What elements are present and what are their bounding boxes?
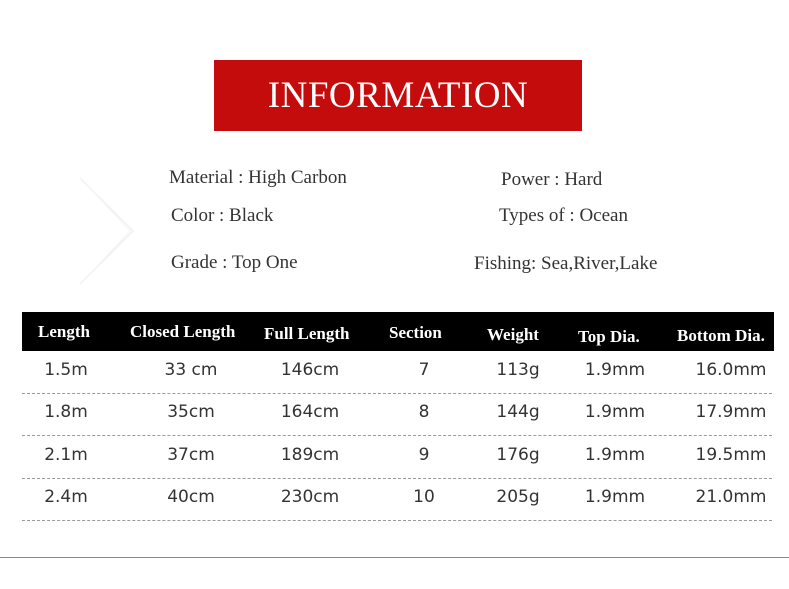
cell-length: 2.4m bbox=[44, 487, 88, 507]
cell-closed-length: 37cm bbox=[167, 445, 215, 465]
cell-closed-length: 40cm bbox=[167, 487, 215, 507]
header-weight: Weight bbox=[487, 325, 539, 344]
cell-weight: 144g bbox=[496, 402, 540, 422]
table-row bbox=[22, 437, 774, 479]
cell-section: 7 bbox=[418, 360, 430, 380]
cell-weight: 205g bbox=[496, 487, 540, 507]
header-length: Length bbox=[38, 322, 90, 341]
banner-title: INFORMATION bbox=[267, 75, 529, 116]
cell-section: 8 bbox=[418, 402, 430, 422]
cell-closed-length: 33 cm bbox=[164, 360, 218, 380]
cell-full-length: 230cm bbox=[280, 487, 340, 507]
spec-color: Color : Black bbox=[171, 205, 274, 226]
spec-power: Power : Hard bbox=[501, 169, 603, 190]
cell-full-length: 146cm bbox=[280, 360, 340, 380]
cell-section: 10 bbox=[413, 487, 435, 507]
spec-fishing: Fishing: Sea,River,Lake bbox=[474, 253, 658, 274]
header-top-dia: Top Dia. bbox=[578, 327, 640, 346]
header-full-length: Full Length bbox=[264, 324, 350, 343]
cell-weight: 113g bbox=[496, 360, 540, 380]
cell-bottom-dia: 16.0mm bbox=[695, 360, 767, 380]
bottom-divider bbox=[0, 557, 789, 558]
information-banner bbox=[214, 60, 582, 131]
spec-material: Material : High Carbon bbox=[169, 167, 347, 188]
table-header bbox=[22, 312, 774, 351]
cell-full-length: 189cm bbox=[280, 445, 340, 465]
cell-bottom-dia: 19.5mm bbox=[695, 445, 767, 465]
cell-full-length: 164cm bbox=[280, 402, 340, 422]
cell-length: 1.8m bbox=[44, 402, 88, 422]
row-divider bbox=[22, 435, 772, 436]
cell-weight: 176g bbox=[496, 445, 540, 465]
spec-grade: Grade : Top One bbox=[171, 252, 298, 273]
cell-bottom-dia: 21.0mm bbox=[695, 487, 767, 507]
cell-top-dia: 1.9mm bbox=[584, 445, 646, 465]
spec-types: Types of : Ocean bbox=[499, 205, 628, 226]
cell-closed-length: 35cm bbox=[167, 402, 215, 422]
header-closed-length: Closed Length bbox=[130, 322, 236, 341]
header-bottom-dia: Bottom Dia. bbox=[677, 326, 765, 345]
header-section: Section bbox=[389, 323, 442, 342]
decorative-outline-icon bbox=[78, 176, 138, 286]
table-row bbox=[22, 479, 774, 521]
cell-length: 1.5m bbox=[44, 360, 88, 380]
cell-top-dia: 1.9mm bbox=[584, 360, 646, 380]
cell-section: 9 bbox=[418, 445, 430, 465]
cell-top-dia: 1.9mm bbox=[584, 402, 646, 422]
cell-bottom-dia: 17.9mm bbox=[695, 402, 767, 422]
table-row bbox=[22, 352, 774, 394]
cell-top-dia: 1.9mm bbox=[584, 487, 646, 507]
cell-length: 2.1m bbox=[44, 445, 88, 465]
row-divider bbox=[22, 520, 772, 521]
table-row bbox=[22, 394, 774, 436]
